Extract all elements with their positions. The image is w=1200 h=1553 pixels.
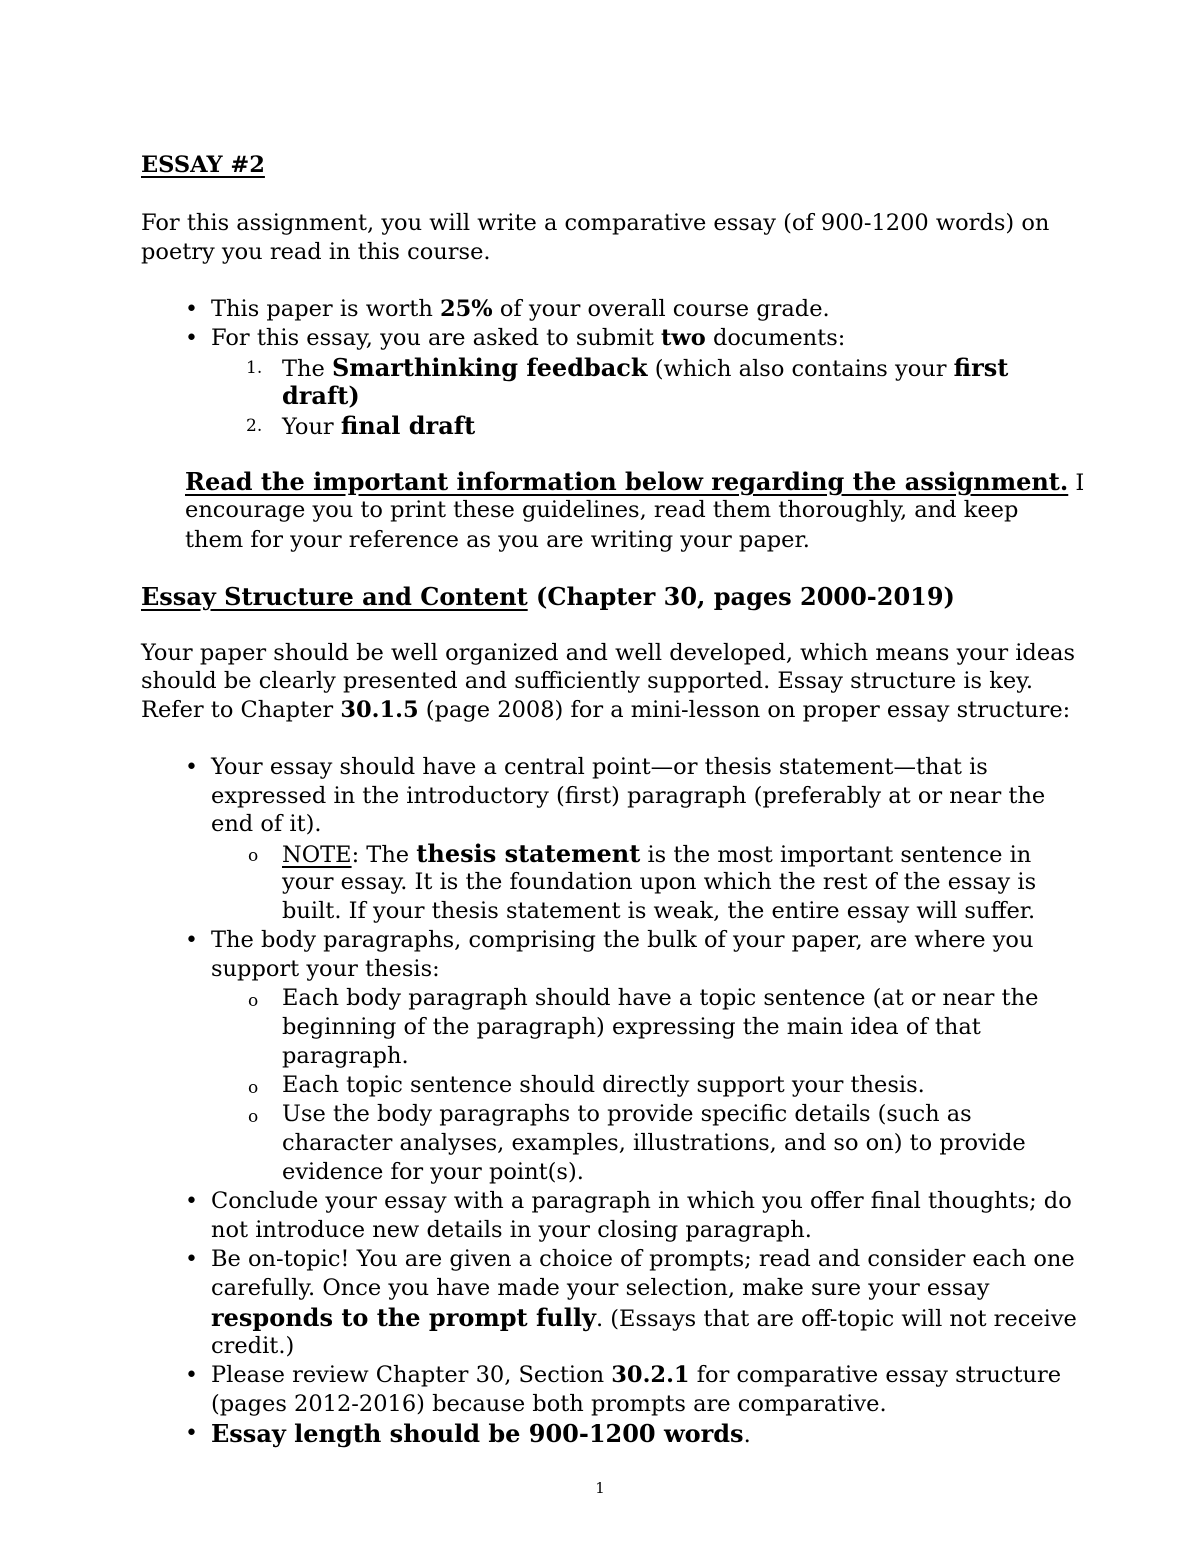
bullet-marker: • bbox=[185, 755, 198, 780]
numbered-item-1 bbox=[282, 353, 1008, 384]
para-line-3-text: Refer to Chapter bbox=[141, 697, 341, 723]
structure-5-text-end: for comparative essay structure bbox=[689, 1362, 1062, 1388]
bullet-submit-bold: two bbox=[661, 325, 706, 351]
structure-6-bold: Essay length should be 900-1200 words bbox=[211, 1419, 744, 1448]
structure-4-text-end: . (Essays that are off-topic will not receive bbox=[595, 1306, 1077, 1332]
sub-3-line-2: character analyses, examples, illustrations, and so on) to provide bbox=[282, 1130, 1026, 1156]
structure-1-line-2: expressed in the introductory (first) paragraph (preferably at or near the bbox=[211, 783, 1046, 809]
intro-line-2: poetry you read in this course. bbox=[141, 239, 491, 265]
sub-bullet-marker: o bbox=[248, 1078, 259, 1098]
sub-1-line-2: beginning of the paragraph) expressing the main idea of that bbox=[282, 1014, 981, 1040]
numbered-item-2-text: Your bbox=[282, 414, 341, 440]
structure-1-line-1: Your essay should have a central point—or thesis statement—that is bbox=[211, 754, 988, 780]
bullet-marker: • bbox=[185, 326, 198, 351]
note-bold: thesis statement bbox=[416, 839, 641, 868]
numbered-marker-1: 1. bbox=[246, 358, 263, 378]
bullet-marker: • bbox=[185, 297, 198, 322]
bullet-marker: • bbox=[185, 928, 198, 953]
intro-line-1: For this assignment, you will write a comparative essay (of 900-1200 words) on bbox=[141, 210, 1050, 236]
numbered-item-2 bbox=[282, 411, 475, 442]
structure-5-text: Please review Chapter 30, Section bbox=[211, 1362, 612, 1388]
para-line-1: Your paper should be well organized and well developed, which means your ideas bbox=[141, 640, 1076, 666]
important-heading: Read the important information below regarding the assignment. bbox=[185, 467, 1069, 496]
structure-4-line-2: carefully. Once you have made your selection, make sure your essay bbox=[211, 1275, 990, 1301]
sub-1-line-3: paragraph. bbox=[282, 1043, 409, 1069]
structure-5-bold: 30.2.1 bbox=[611, 1362, 690, 1388]
note-text: : The bbox=[351, 842, 417, 868]
note-label: NOTE bbox=[282, 842, 352, 868]
sub-1-line-1: Each body paragraph should have a topic sentence (at or near the bbox=[282, 985, 1039, 1011]
bullet-submit bbox=[211, 324, 845, 353]
bullet-worth-text-end: of your overall course grade. bbox=[492, 296, 830, 322]
sub-2-line-1: Each topic sentence should directly support your thesis. bbox=[282, 1072, 925, 1098]
important-line-1 bbox=[185, 467, 1084, 498]
important-line-3: them for your reference as you are writing your paper. bbox=[185, 527, 810, 553]
structure-5-line-2: (pages 2012-2016) because both prompts are comparative. bbox=[211, 1391, 887, 1417]
structure-6-text-end: . bbox=[743, 1422, 751, 1448]
numbered-item-1-bold: Smarthinking feedback bbox=[331, 353, 648, 382]
bullet-marker: • bbox=[185, 1247, 198, 1272]
numbered-item-1-mid: (which also contains your bbox=[647, 356, 954, 382]
bullet-worth-bold: 25% bbox=[439, 296, 493, 322]
bullet-marker: • bbox=[185, 1421, 198, 1446]
structure-4-line-3 bbox=[211, 1303, 1077, 1334]
structure-6-line-1 bbox=[211, 1419, 751, 1450]
sub-bullet-marker: o bbox=[248, 846, 259, 866]
note-text-end: is the most important sentence in bbox=[640, 842, 1032, 868]
numbered-item-1-bold2: first bbox=[953, 353, 1009, 382]
structure-2-line-1: The body paragraphs, comprising the bulk of your paper, are where you bbox=[211, 927, 1034, 953]
para-line-3 bbox=[141, 696, 1070, 725]
structure-4-line-4: credit.) bbox=[211, 1333, 295, 1359]
bullet-submit-text: For this essay, you are asked to submit bbox=[211, 325, 662, 351]
structure-4-bold: responds to the prompt fully bbox=[211, 1303, 596, 1332]
para-line-3-text-end: (page 2008) for a mini-lesson on proper essay structure: bbox=[418, 697, 1071, 723]
numbered-item-1-line-2: draft) bbox=[282, 381, 360, 410]
para-line-2: should be clearly presented and sufficiently supported. Essay structure is key. bbox=[141, 668, 1034, 694]
document-title: ESSAY #2 bbox=[141, 152, 265, 178]
note-line-3: built. If your thesis statement is weak, the entire essay will suffer. bbox=[282, 898, 1036, 924]
structure-3-line-2: not introduce new details in your closing paragraph. bbox=[211, 1217, 812, 1243]
note-line-2: your essay. It is the foundation upon which the rest of the essay is bbox=[282, 869, 1037, 895]
structure-1-line-3: end of it). bbox=[211, 811, 322, 837]
important-line-2: encourage you to print these guidelines, read them thoroughly, and keep bbox=[185, 497, 1019, 523]
bullet-submit-text-end: documents: bbox=[705, 325, 846, 351]
bullet-worth bbox=[211, 295, 830, 324]
bullet-worth-text: This paper is worth bbox=[211, 296, 440, 322]
numbered-marker-2: 2. bbox=[246, 416, 263, 436]
section-heading-title: Essay Structure and Content bbox=[141, 582, 528, 611]
sub-bullet-marker: o bbox=[248, 991, 259, 1011]
structure-3-line-1: Conclude your essay with a paragraph in which you offer final thoughts; do bbox=[211, 1188, 1072, 1214]
numbered-item-2-bold: final draft bbox=[340, 411, 476, 440]
page-number: 1 bbox=[595, 1479, 605, 1497]
sub-3-line-1: Use the body paragraphs to provide specific details (such as bbox=[282, 1101, 972, 1127]
numbered-item-1-text: The bbox=[282, 356, 332, 382]
note-line-1 bbox=[282, 839, 1031, 870]
bullet-marker: • bbox=[185, 1363, 198, 1388]
structure-2-line-2: support your thesis: bbox=[211, 956, 440, 982]
important-tail: I bbox=[1068, 470, 1085, 496]
sub-3-line-3: evidence for your point(s). bbox=[282, 1159, 584, 1185]
structure-4-line-1: Be on-topic! You are given a choice of prompts; read and consider each one bbox=[211, 1246, 1075, 1272]
structure-5-line-1 bbox=[211, 1361, 1061, 1390]
bullet-marker: • bbox=[185, 1189, 198, 1214]
sub-bullet-marker: o bbox=[248, 1107, 259, 1127]
para-line-3-bold: 30.1.5 bbox=[340, 697, 419, 723]
section-heading bbox=[141, 582, 955, 612]
section-heading-sub: (Chapter 30, pages 2000-2019) bbox=[527, 582, 955, 611]
